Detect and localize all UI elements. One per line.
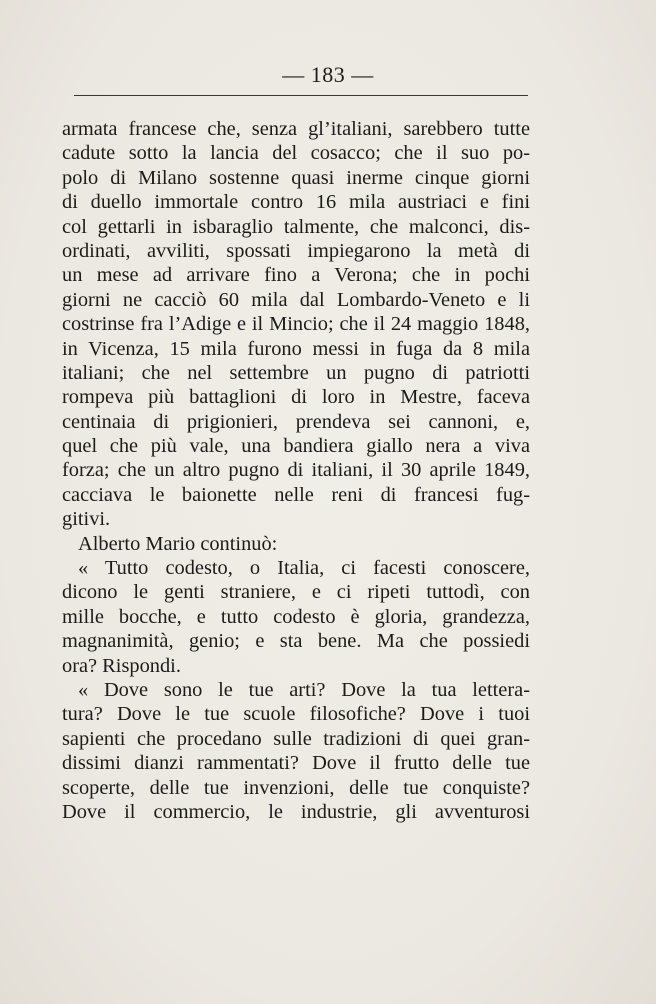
text-line: magnanimità, genio; e sta bene. Ma che possiedi: [62, 630, 530, 653]
page-body-text: [62, 117, 530, 824]
text-line: gitivi.: [62, 508, 111, 531]
page-number-header: — 183 —: [282, 62, 374, 87]
text-line: polo di Milano sostenne quasi inerme cinque giorni: [62, 166, 530, 189]
text-line: forza; che un altro pugno di italiani, il 30 aprile 1849,: [62, 459, 530, 482]
text-line: cadute sotto la lancia del cosacco; che il suo po-: [62, 142, 530, 165]
text-line: in Vicenza, 15 mila furono messi in fuga da 8 mila: [62, 337, 530, 360]
text-line: italiani; che nel settembre un pugno di patriotti: [62, 361, 530, 384]
header-rule: [74, 95, 528, 96]
text-line: ora? Rispondi.: [62, 654, 181, 677]
text-line: Dove il commercio, le industrie, gli avventurosi: [62, 800, 530, 823]
text-line: cacciava le baionette nelle reni di francesi fug-: [62, 483, 530, 506]
text-line: tura? Dove le tue scuole filosofiche? Dove i tuoi: [62, 703, 530, 726]
text-line: Alberto Mario continuò:: [78, 532, 278, 555]
text-line: mille bocche, e tutto codesto è gloria, grandezza,: [62, 605, 530, 628]
text-line: « Tutto codesto, o Italia, ci facesti conoscere,: [78, 557, 530, 580]
text-line: giorni ne cacciò 60 mila dal Lombardo-Veneto e li: [62, 288, 530, 311]
text-line: armata francese che, senza gl’italiani, sarebbero tutte: [62, 118, 530, 140]
text-line: col gettarli in isbaraglio talmente, che malconci, dis-: [62, 215, 530, 238]
text-line: sapienti che procedano sulle tradizioni di quei gran-: [62, 727, 530, 750]
text-line: scoperte, delle tue invenzioni, delle tue conquiste?: [62, 776, 530, 799]
text-line: costrinse fra l’Adige e il Mincio; che il 24 maggio 1848,: [62, 313, 530, 336]
text-line: rompeva più battaglioni di loro in Mestre, faceva: [62, 386, 530, 409]
text-line: di duello immortale contro 16 mila austriaci e fini: [62, 191, 530, 214]
text-line: dissimi dianzi rammentati? Dove il frutto delle tue: [62, 752, 530, 775]
text-line: quel che più vale, una bandiera giallo nera a viva: [62, 435, 530, 458]
text-line: un mese ad arrivare fino a Verona; che in pochi: [62, 264, 530, 287]
text-line: ordinati, avviliti, spossati impiegarono la metà di: [62, 239, 530, 262]
text-line: dicono le genti straniere, e ci ripeti tuttodì, con: [62, 581, 530, 604]
text-line: centinaia di prigionieri, prendeva sei cannoni, e,: [62, 410, 530, 433]
text-line: « Dove sono le tue arti? Dove la tua lettera-: [78, 678, 530, 701]
